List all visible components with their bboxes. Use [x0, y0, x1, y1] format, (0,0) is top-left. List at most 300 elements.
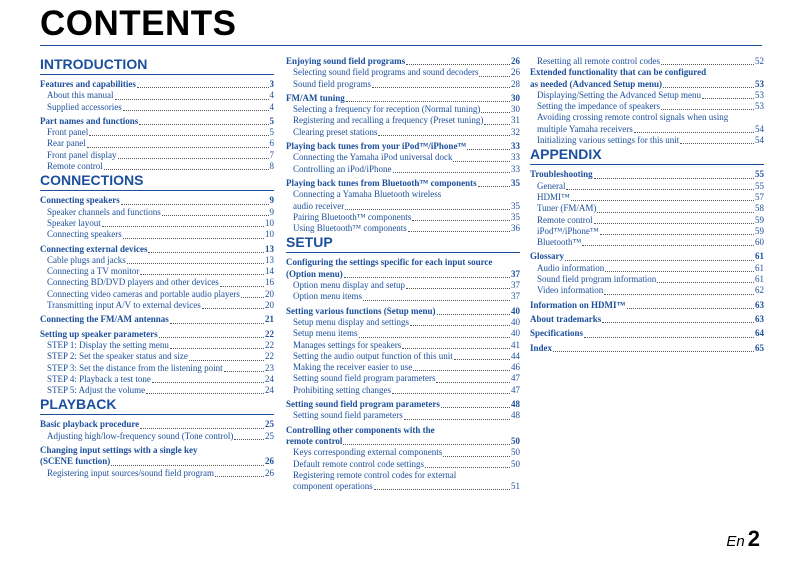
toc-entry-line [293, 79, 520, 90]
toc-subentry[interactable] [40, 277, 274, 288]
toc-page-number: 53 [755, 78, 764, 89]
toc-subentry[interactable] [286, 280, 520, 291]
toc-page-number: 59 [755, 225, 764, 236]
toc-subentry[interactable] [530, 215, 764, 226]
toc-entry-line [40, 456, 274, 467]
toc-subentry[interactable] [40, 363, 274, 374]
dot-leader [680, 143, 754, 144]
toc-subentry[interactable] [40, 431, 274, 442]
dot-leader [597, 212, 754, 213]
toc-entry-text: Default remote control code settings [293, 458, 424, 469]
toc-subentry[interactable] [286, 385, 520, 396]
toc-entry-line [40, 244, 274, 255]
dot-leader [123, 110, 269, 111]
toc-entry-text: HDMI™ [537, 191, 570, 202]
toc-page-number: 47 [511, 373, 520, 384]
dot-leader [571, 200, 754, 201]
toc-subentry[interactable] [40, 161, 274, 172]
toc-entry-line [286, 56, 520, 67]
toc-entry[interactable] [530, 343, 764, 354]
dot-leader [111, 465, 264, 466]
toc-entry[interactable] [530, 251, 764, 262]
toc-subentry[interactable] [286, 164, 520, 175]
toc-entry-line [47, 468, 274, 479]
toc-entry-line [286, 141, 520, 152]
toc-entry-text: Connecting a TV monitor [47, 266, 140, 277]
toc-entry-text: Setting up speaker parameters [40, 328, 158, 339]
toc-subentry[interactable] [286, 212, 520, 223]
dot-leader [657, 282, 754, 283]
toc-subentry[interactable] [286, 410, 520, 421]
toc-entry-text: Controlling an iPod/iPhone [293, 163, 392, 174]
toc-entry[interactable] [530, 300, 764, 311]
toc-page-number: 22 [265, 328, 274, 339]
toc-subentry[interactable] [530, 181, 764, 192]
dot-leader [441, 407, 510, 408]
toc-entry-text: Connecting the FM/AM antennas [40, 314, 169, 325]
toc-entry[interactable] [40, 419, 274, 430]
dot-leader [553, 351, 754, 352]
toc-page-number: 40 [511, 305, 520, 316]
toc-page-number: 10 [265, 217, 274, 228]
toc-subentry[interactable] [530, 90, 764, 101]
toc-entry-text: Setting the audio output function of this unit [293, 350, 453, 361]
toc-page-number: 33 [511, 141, 520, 152]
toc-page-number: 51 [511, 481, 520, 492]
toc-entry-line [293, 127, 520, 138]
toc-entry-line [537, 285, 764, 296]
toc-entry-line [286, 436, 520, 447]
toc-page-number: 63 [755, 313, 764, 324]
toc-entry-text: Connecting external devices [40, 243, 148, 254]
toc-entry[interactable] [286, 178, 520, 189]
toc-entry-line [286, 269, 520, 280]
toc-page-number: 24 [265, 385, 274, 396]
dot-leader [437, 314, 510, 315]
dot-leader [345, 209, 510, 210]
toc-subentry[interactable] [40, 255, 274, 266]
section-heading: APPENDIX [530, 146, 764, 165]
toc-entry-text: Rear panel [47, 138, 86, 149]
dot-leader [453, 161, 510, 162]
toc-subentry[interactable] [40, 207, 274, 218]
toc-entry-line [47, 218, 274, 229]
dot-leader [87, 147, 269, 148]
toc-subentry[interactable] [286, 223, 520, 234]
toc-subentry[interactable] [530, 135, 764, 146]
toc-entry-line [40, 329, 274, 340]
page-title: CONTENTS [40, 4, 237, 43]
toc-subentry[interactable] [286, 459, 520, 470]
toc-entry-text: Setting sound field parameters [293, 410, 403, 421]
dot-leader [372, 87, 510, 88]
toc-page-number: 40 [511, 328, 520, 339]
toc-entry[interactable] [286, 56, 520, 67]
toc-page-number: 48 [511, 410, 520, 421]
section-heading: CONNECTIONS [40, 172, 274, 191]
toc-page-number: 25 [265, 419, 274, 430]
toc-subentry[interactable] [530, 203, 764, 214]
toc-entry[interactable] [286, 399, 520, 410]
toc-entry-line [537, 274, 764, 285]
dot-leader [565, 260, 754, 261]
dot-leader [605, 271, 754, 272]
toc-entry-text: Glossary [530, 251, 565, 262]
toc-page-number: 50 [511, 458, 520, 469]
toc-entry-text: Features and capabilities [40, 79, 136, 89]
toc-entry-line [40, 79, 274, 90]
toc-subentry[interactable] [286, 152, 520, 163]
dot-leader [123, 238, 264, 239]
toc-entry-line [47, 90, 274, 101]
toc-page-number: 52 [755, 56, 764, 66]
toc-page-number: 58 [755, 203, 764, 214]
toc-subentry[interactable] [530, 56, 764, 67]
dot-leader [479, 76, 510, 77]
toc-entry-text: Speaker layout [47, 217, 101, 228]
toc-entry-line [537, 181, 764, 192]
toc-entry[interactable] [530, 328, 764, 339]
dot-leader [137, 87, 269, 88]
toc-subentry[interactable] [286, 362, 520, 373]
toc-entry-text: Resetting all remote control codes [537, 56, 660, 66]
toc-page-number: 26 [511, 56, 520, 66]
toc-entry-line [293, 481, 520, 492]
toc-entry-text: Speaker channels and functions [47, 206, 161, 217]
toc-entry-text-line1: Controlling other components with the [286, 424, 435, 435]
toc-entry-line [47, 431, 274, 442]
toc-entry-line [293, 67, 520, 78]
section-heading: INTRODUCTION [40, 56, 274, 75]
toc-page-number: 28 [511, 78, 520, 89]
toc-subentry[interactable] [286, 189, 520, 212]
dot-leader [582, 245, 754, 246]
toc-entry[interactable] [530, 314, 764, 325]
toc-entry-text: Troubleshooting [530, 169, 593, 180]
toc-entry-line [47, 138, 274, 149]
toc-entry-text: Front panel [47, 127, 89, 138]
dot-leader [170, 348, 264, 349]
toc-entry[interactable] [40, 244, 274, 255]
language-code: En [726, 533, 745, 550]
toc-subentry[interactable] [530, 226, 764, 237]
toc-entry-text-line1: Changing input settings with a single key [40, 445, 198, 456]
toc-entry-text: Part names and functions [40, 115, 139, 126]
toc-entry-text: Adjusting high/low-frequency sound (Tone control) [47, 430, 234, 441]
dot-leader [404, 419, 510, 420]
toc-page-number: 35 [511, 211, 520, 222]
toc-entry-line [293, 152, 520, 163]
toc-entry-text: STEP 4: Playback a test tone [47, 373, 151, 384]
dot-leader [148, 252, 264, 253]
toc-entry-line [293, 201, 520, 212]
toc-entry-text: audio receiver [293, 200, 345, 211]
toc-subentry[interactable] [530, 237, 764, 248]
toc-entry-text-line1: Configuring the settings specific for each input source [286, 257, 493, 268]
toc-page-number: 47 [511, 384, 520, 395]
toc-entry[interactable] [40, 79, 274, 90]
toc-entry-text: Remote control [537, 214, 593, 225]
toc-entry-text: Supplied accessories [47, 101, 122, 112]
toc-entry-line [537, 135, 764, 146]
toc-entry-text: Connecting video cameras and portable audio players [47, 288, 240, 299]
toc-entry-line [293, 410, 520, 421]
toc-entry-text: Setting various functions (Setup menu) [286, 305, 436, 316]
toc-subentry[interactable] [40, 266, 274, 277]
toc-page-number: 4 [269, 101, 274, 112]
toc-entry[interactable] [40, 314, 274, 325]
toc-subentry[interactable] [286, 67, 520, 78]
toc-page-number: 37 [511, 291, 520, 302]
toc-entry-text: Initializing various settings for this unit [537, 135, 680, 146]
toc-subentry[interactable] [530, 285, 764, 296]
toc-entry-text: General [537, 180, 566, 191]
toc-subentry[interactable] [530, 263, 764, 274]
toc-entry-text: Setup menu items [293, 328, 358, 339]
toc-subentry[interactable] [286, 447, 520, 458]
toc-entry-line [286, 93, 520, 104]
toc-entry-text: Registering input sources/sound field program [47, 467, 214, 478]
dot-leader [344, 277, 510, 278]
toc-entry[interactable] [286, 141, 520, 152]
dot-leader [663, 87, 754, 88]
toc-entry-line [293, 212, 520, 223]
toc-entry-text: Remote control [47, 161, 103, 172]
dot-leader [220, 286, 264, 287]
dot-leader [346, 101, 510, 102]
toc-column-3 [530, 56, 764, 354]
toc-page-number: 41 [511, 339, 520, 350]
dot-leader [566, 189, 754, 190]
toc-entry-line [47, 300, 274, 311]
toc-entry-line [537, 237, 764, 248]
toc-entry-line [293, 328, 520, 339]
toc-subentry[interactable] [40, 340, 274, 351]
toc-entry[interactable] [286, 257, 520, 280]
dot-leader [140, 428, 264, 429]
toc-page-number: 26 [265, 467, 274, 478]
toc-subentry[interactable] [286, 317, 520, 328]
toc-subentry[interactable] [286, 79, 520, 90]
toc-subentry[interactable] [286, 373, 520, 384]
toc-page-number: 61 [755, 274, 764, 285]
dot-leader [661, 64, 754, 65]
toc-entry-line [293, 280, 520, 291]
toc-subentry[interactable] [286, 340, 520, 351]
toc-page-number: 7 [269, 149, 274, 160]
toc-entry-line [537, 203, 764, 214]
toc-entry-line [530, 169, 764, 180]
toc-page-number: 36 [511, 223, 520, 234]
toc-subentry[interactable] [286, 127, 520, 138]
dot-leader [215, 476, 264, 477]
toc-page-number: 9 [269, 206, 274, 217]
toc-entry-line [293, 104, 520, 115]
toc-entry[interactable] [40, 329, 274, 340]
toc-subentry[interactable] [286, 104, 520, 115]
toc-subentry[interactable] [40, 150, 274, 161]
toc-entry-line [47, 363, 274, 374]
dot-leader [170, 323, 264, 324]
toc-page-number: 4 [269, 90, 274, 101]
toc-entry-text: iPod™/iPhone™ [537, 225, 599, 236]
toc-page-number: 22 [265, 351, 274, 362]
toc-subentry[interactable] [40, 468, 274, 479]
toc-entry-line [47, 207, 274, 218]
toc-subentry[interactable] [40, 229, 274, 240]
toc-entry-line [293, 115, 520, 126]
toc-entry-line [530, 79, 764, 90]
toc-entry-line [40, 314, 274, 325]
toc-entry[interactable] [530, 169, 764, 180]
toc-subentry[interactable] [40, 138, 274, 149]
toc-entry[interactable] [530, 67, 764, 90]
toc-entry-text: Connecting speakers [40, 195, 120, 206]
toc-page-number: 13 [265, 243, 274, 254]
toc-entry-text: Connecting the Yamaha iPod universal dock [293, 152, 453, 163]
toc-subentry[interactable] [40, 374, 274, 385]
toc-subentry[interactable] [530, 274, 764, 285]
toc-page-number: 61 [755, 262, 764, 273]
toc-entry[interactable] [40, 195, 274, 206]
dot-leader [627, 308, 754, 309]
toc-entry-text: Keys corresponding external components [293, 447, 443, 458]
toc-entry-text: Setting sound field program parameters [286, 399, 440, 410]
toc-subentry[interactable] [40, 351, 274, 362]
toc-subentry[interactable] [40, 102, 274, 113]
dot-leader [89, 135, 268, 136]
title-rule [40, 45, 762, 46]
dot-leader [159, 337, 264, 338]
toc-entry-text: (Option menu) [286, 268, 343, 279]
toc-entry-line [47, 266, 274, 277]
toc-subentry[interactable] [530, 112, 764, 135]
toc-entry-text: Audio information [537, 262, 605, 273]
toc-entry-line [537, 124, 764, 135]
toc-entry-line [47, 161, 274, 172]
toc-entry-text: Prohibiting setting changes [293, 384, 391, 395]
dot-leader [478, 186, 510, 187]
toc-entry-line [537, 90, 764, 101]
dot-leader [406, 288, 510, 289]
toc-page-number: 46 [511, 362, 520, 373]
toc-page-number: 54 [755, 123, 764, 134]
toc-subentry[interactable] [530, 101, 764, 112]
toc-entry-line [530, 328, 764, 339]
toc-entry-line [40, 419, 274, 430]
toc-entry[interactable] [286, 93, 520, 104]
dot-leader [634, 132, 754, 133]
toc-entry[interactable] [286, 425, 520, 448]
toc-entry-line [293, 373, 520, 384]
toc-entry-text: Sound field program information [537, 274, 657, 285]
toc-page-number: 9 [269, 195, 274, 206]
toc-entry[interactable] [286, 306, 520, 317]
toc-page-number: 20 [265, 288, 274, 299]
toc-entry-line [293, 362, 520, 373]
toc-entry-text: About this manual [47, 90, 114, 101]
toc-page-number: 6 [269, 138, 274, 149]
toc-entry-text: Option menu items [293, 291, 362, 302]
toc-entry-line [293, 447, 520, 458]
toc-entry-text-line1: Registering remote control codes for external [293, 469, 457, 480]
dot-leader [343, 444, 510, 445]
toc-entry-text: Index [530, 342, 553, 353]
dot-leader [121, 204, 269, 205]
toc-page-number: 55 [755, 180, 764, 191]
dot-leader [484, 124, 510, 125]
toc-page-number: 50 [511, 447, 520, 458]
toc-entry-text: Making the receiver easier to use [293, 362, 413, 373]
dot-leader [104, 169, 269, 170]
toc-entry-line [537, 226, 764, 237]
dot-leader [402, 348, 510, 349]
toc-subentry[interactable] [40, 385, 274, 396]
toc-page-number: 30 [511, 92, 520, 103]
toc-subentry[interactable] [40, 90, 274, 101]
toc-subentry[interactable] [530, 192, 764, 203]
toc-subentry[interactable] [286, 328, 520, 339]
toc-page-number: 44 [511, 350, 520, 361]
toc-subentry[interactable] [286, 470, 520, 493]
toc-entry-line [537, 101, 764, 112]
toc-entry-line [40, 116, 274, 127]
toc-entry[interactable] [40, 445, 274, 468]
dot-leader [604, 294, 754, 295]
toc-page-number: 5 [269, 127, 274, 138]
dot-leader [702, 98, 754, 99]
toc-subentry[interactable] [40, 218, 274, 229]
dot-leader [152, 382, 264, 383]
toc-page-number: 64 [755, 328, 764, 339]
toc-page-number: 63 [755, 299, 764, 310]
toc-subentry[interactable] [286, 115, 520, 126]
toc-page-number: 50 [511, 435, 520, 446]
toc-page-number: 5 [269, 115, 274, 126]
toc-entry-text: STEP 2: Set the speaker status and size [47, 351, 188, 362]
toc-subentry[interactable] [40, 127, 274, 138]
section-heading: PLAYBACK [40, 396, 274, 415]
toc-subentry[interactable] [286, 291, 520, 302]
toc-entry-line [286, 399, 520, 410]
toc-entry-line [286, 178, 520, 189]
toc-entry-line [530, 300, 764, 311]
toc-entry[interactable] [40, 116, 274, 127]
toc-subentry[interactable] [286, 351, 520, 362]
dot-leader [359, 337, 511, 338]
toc-entry-line [293, 340, 520, 351]
dot-leader [102, 226, 264, 227]
toc-entry-line [293, 459, 520, 470]
dot-leader [189, 360, 264, 361]
toc-entry-line [47, 374, 274, 385]
toc-entry-text: Registering and recalling a frequency (Preset tuning) [293, 115, 484, 126]
toc-subentry[interactable] [40, 300, 274, 311]
toc-entry-line [47, 385, 274, 396]
toc-page-number: 21 [265, 314, 274, 325]
toc-page-number: 40 [511, 316, 520, 327]
toc-entry-text: Clearing preset stations [293, 126, 378, 137]
toc-entry-text: STEP 1: Display the setting menu [47, 339, 169, 350]
toc-subentry[interactable] [40, 289, 274, 300]
toc-entry-text: STEP 3: Set the distance from the listening point [47, 362, 223, 373]
toc-entry-line [293, 317, 520, 328]
toc-page-number: 62 [755, 285, 764, 296]
toc-page-number: 25 [265, 430, 274, 441]
toc-page-number: 20 [265, 300, 274, 311]
toc-page-number: 23 [265, 362, 274, 373]
toc-entry-line [47, 102, 274, 113]
